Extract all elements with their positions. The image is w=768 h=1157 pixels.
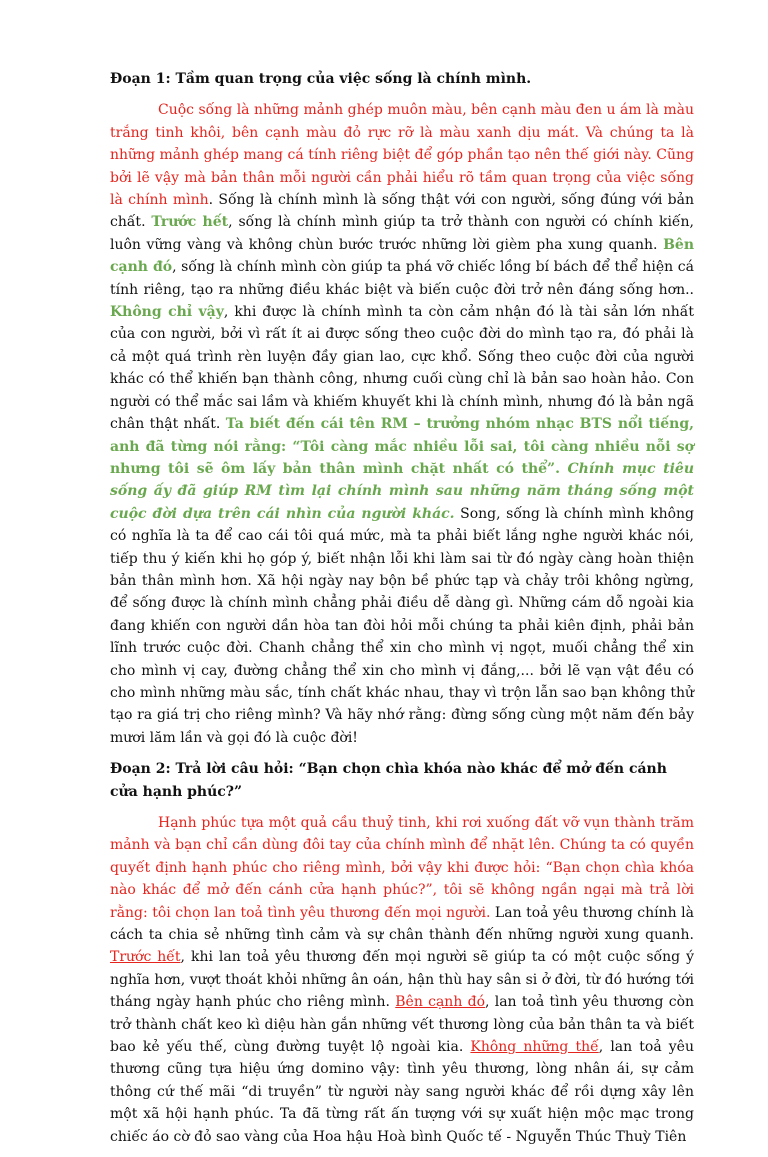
- body-text: , khi được là chính mình ta còn cảm nhận đó là tài sản lớn nhất của con người, bởi vì rất ít ai được sống theo cuộc đời do mình tạo ra, đó phải là cả một quá trình rèn luyện đầy gian lao, cực khổ. Sống theo cuộc đời của người khác có thể khiến bạn thành công, nhưng cuối cùng chỉ là bản sao hoàn hảo. Con người có thể mắc sai lầm và khiếm khuyết khi là chính mình, nhưng đó là bản ngã chân thật nhất.: [110, 304, 695, 433]
- body-text: Song, sống là chính mình không có nghĩa là ta để cao cái tôi quá mức, mà ta phải biết lắng nghe người khác nói, tiếp thu ý kiến khi họ góp ý, biết nhận lỗi khi làm sai từ đó ngày càng hoàn thiện bản thân mình hơn. Xã hội ngày nay bộn bề phức tạp và chảy trôi không ngừng, để sống được là chính mình chẳng phải điều dễ dàng gì. Những cám dỗ ngoài kia đang khiến con người dần hòa tan đòi hỏi mỗi chúng ta phải kiên định, phải bản lĩnh trước cuộc đời. Chanh chẳng thể xin cho mình vị ngọt, muối chẳng thể xin cho mình vị cay, đường chẳng thể xin cho mình vị đắng,... bởi lẽ vạn vật đều có cho mình những màu sắc, tính chất khác nhau, thay vì trộn lẫn sao bạn không thử tạo ra giá trị cho riêng mình? Và hãy nhớ rằng: đừng sống cùng một năm đến bảy mươi lăm lần và gọi đó là cuộc đời!: [110, 505, 694, 746]
- connector-phrase: Trước hết: [110, 949, 181, 966]
- body-text: , sống là chính mình giúp ta trở thành con người có chính kiến, luôn vững vàng và không chùn bước trước những lời gièm pha xung quanh.: [110, 214, 694, 253]
- body-text: . Sống là chính mình là sống thật với con người, sống đúng với bản chất.: [110, 192, 694, 231]
- section-1-paragraph: [110, 99, 694, 749]
- connector-phrase: Trước hết: [151, 214, 229, 231]
- body-text: , khi lan toả yêu thương đến mọi người sẽ giúp ta có một cuộc sống ý nghĩa hơn, vượt thoát khỏi những ân oán, hận thù hay sân si ở đời, từ đó hướng tới tháng ngày hạnh phúc cho riêng mình.: [110, 949, 694, 1011]
- body-text: , sống là chính mình còn giúp ta phá vỡ chiếc lồng bí bách để thể hiện cá tính riêng, tạo ra những điều khác biệt và biến cuộc đời trở nên đáng sống hơn..: [110, 259, 694, 298]
- connector-phrase: Bên cạnh đó: [110, 236, 694, 276]
- evidence-quote: Ta biết đến cái tên RM – trưởng nhóm nhạc BTS nổi tiếng, anh đã từng nói rằng: “Tôi càng mắc nhiều lỗi sai, tôi càng nhiều nỗi sợ nhưng tôi sẽ ôm lấy bản thân mình chặt nhất có thể”.: [110, 416, 694, 477]
- section-1-heading: Đoạn 1: Tầm quan trọng của việc sống là chính mình.: [110, 71, 532, 87]
- body-text: , lan toả yêu thương cũng tựa hiệu ứng domino vậy: tình yêu thương, lòng nhân ái, sự cảm thông cứ thế mãi “di truyền” từ người này sang người khác để rồi dựng xây lên một xã hội hạnh phúc. Ta đã từng rất ấn tượng với sự xuất hiện mộc mạc trong chiếc áo cờ đỏ sao vàng của Hoa hậu Hoà bình Quốc tế - Nguyễn Thúc Thuỳ Tiên: [110, 1039, 694, 1145]
- evidence-comment: Chính mục tiêu sống ấy đã giúp RM tìm lại chính mình sau những năm tháng sống một cuộc đời dựa trên cái nhìn của người khác.: [110, 460, 695, 522]
- connector-phrase: Bên cạnh đó: [395, 994, 486, 1011]
- connector-phrase: Không những thế: [470, 1039, 599, 1056]
- section-2-paragraph: [110, 812, 694, 1148]
- connector-phrase: Không chỉ vậy: [110, 304, 224, 321]
- section-2-heading: Đoạn 2: Trả lời câu hỏi: “Bạn chọn chìa khóa nào khác để mở đến cánh cửa hạnh phúc?”: [110, 761, 667, 800]
- document-body: [110, 68, 694, 1157]
- body-text: Lan toả yêu thương chính là cách ta chia sẻ những tình cảm và sự chân thành đến những người xung quanh.: [110, 904, 694, 944]
- body-text: , lan toả tình yêu thương còn trở thành chất keo kì diệu hàn gắn những vết thương lòng của bản thân ta và biết bao kẻ yếu thế, cùng đường tuyệt lộ ngoài kia.: [110, 994, 695, 1056]
- intro-sentence: Hạnh phúc tựa một quả cầu thuỷ tinh, khi rơi xuống đất vỡ vụn thành trăm mảnh và bạn chỉ cần dùng đôi tay của chính mình để nhặt lên. Chúng ta có quyền quyết định hạnh phúc cho riêng mình, bởi vậy khi được hỏi: “Bạn chọn chìa khóa nào khác để mở đến cánh cửa hạnh phúc?”, tôi sẽ không ngần ngại mà trả lời rằng: tôi chọn lan toả tình yêu thương đến mọi người.: [110, 815, 694, 921]
- intro-sentence: Cuộc sống là những mảnh ghép muôn màu, bên cạnh màu đen u ám là màu trắng tinh khôi, bên cạnh màu đỏ rực rỡ là màu xanh dịu mát. Và chúng ta là những mảnh ghép mang cá tính riêng biệt để góp phần tạo nên thế giới này. Cũng bởi lẽ vậy mà bản thân mỗi người cần phải hiểu rõ tầm quan trọng của việc sống là chính mình: [110, 102, 694, 209]
